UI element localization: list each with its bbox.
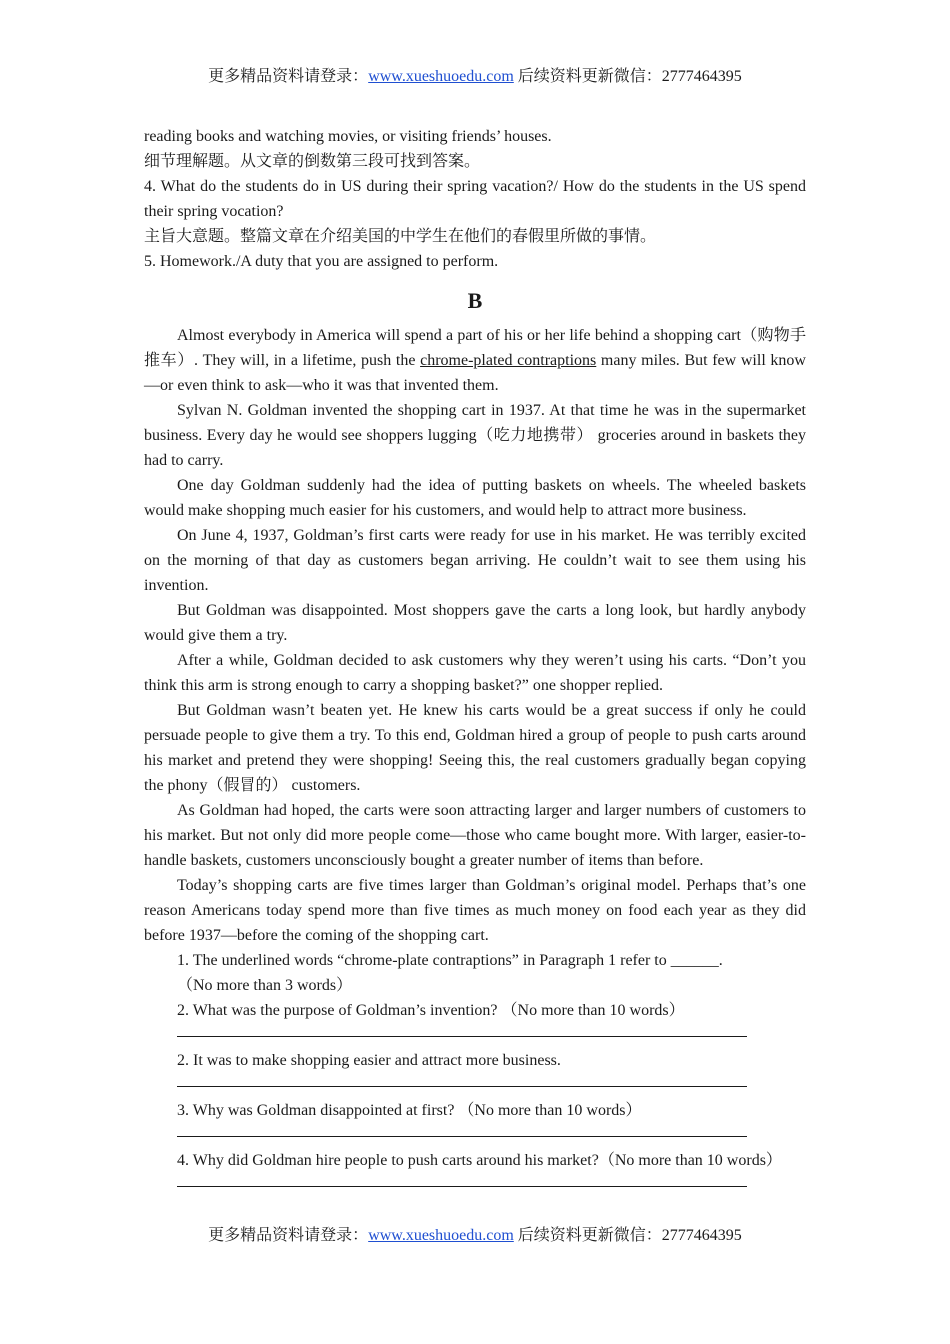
answer-4: 4. What do the students do in US during their spring vacation?/ How do the students in the US spend their spring vocation? [144, 178, 806, 220]
paragraph-6: After a while, Goldman decided to ask customers why they weren’t using his carts. “Don’t you think this arm is strong enough to carry a shopping basket?” one shopper replied. [144, 652, 806, 694]
footer-prefix: 更多精品资料请登录： [208, 1227, 369, 1244]
paragraph-7: But Goldman wasn’t beaten yet. He knew his carts would be a great success if only he could persuade people to give them a try. To this end, Goldman hired a group of people to push carts around his market and pretend they were shopping! Seeing this, the real customers gradually began copying the phony（假冒的） customers. [144, 702, 806, 794]
section-b-title: B [467, 288, 483, 313]
answer-line-2b[interactable] [177, 1073, 747, 1087]
answer-line-2[interactable] [177, 1023, 747, 1037]
answer-line-4[interactable] [177, 1173, 747, 1187]
question-2: 2. What was the purpose of Goldman’s invention? （No more than 10 words） [177, 1002, 685, 1019]
answer-3-continuation: reading books and watching movies, or visiting friends’ houses. [144, 128, 552, 145]
paragraph-1 [144, 323, 806, 398]
paragraph-5: But Goldman was disappointed. Most shoppers gave the carts a long look, but hardly anybody would give them a try. [144, 602, 806, 644]
page-header [0, 66, 950, 88]
question-3: 3. Why was Goldman disappointed at first? （No more than 10 words） [177, 1102, 642, 1119]
header-prefix: 更多精品资料请登录： [208, 68, 369, 85]
document-body [144, 124, 806, 1198]
paragraph-2: Sylvan N. Goldman invented the shopping cart in 1937. At that time he was in the supermarket business. Every day he would see shoppers lugging（吃力地携带） groceries around in baskets they had to carry. [144, 402, 806, 469]
paragraph-8: As Goldman had hoped, the carts were soon attracting larger and larger numbers of customers to his market. But not only did more people come—those who came bought more. With larger, easier-to-handle baskets, customers unconsciously bought a greater number of items than before. [144, 802, 806, 869]
underlined-phrase: chrome-plated contraptions [420, 352, 597, 369]
header-website-link[interactable]: www.xueshuoedu.com [368, 68, 514, 85]
question-2-answer: 2. It was to make shopping easier and attract more business. [177, 1052, 561, 1069]
paragraph-4: On June 4, 1937, Goldman’s first carts were ready for use in his market. He was terribly excited on the morning of that day as customers began arriving. He couldn’t wait to see them using his invention. [144, 527, 806, 594]
footer-website-link[interactable]: www.xueshuoedu.com [368, 1227, 514, 1244]
answer-5: 5. Homework./A duty that you are assigned to perform. [144, 253, 499, 270]
paragraph-3: One day Goldman suddenly had the idea of putting baskets on wheels. The wheeled baskets would make shopping much easier for his customers, and would help to attract more business. [144, 477, 806, 519]
question-4: 4. Why did Goldman hire people to push carts around his market?（No more than 10 words） [177, 1152, 782, 1169]
answer-4-note: 主旨大意题。整篇文章在介绍美国的中学生在他们的春假里所做的事情。 [144, 228, 657, 245]
question-1-limit: （No more than 3 words） [177, 977, 353, 994]
header-suffix: 后续资料更新微信：2777464395 [513, 68, 742, 85]
paragraph-1-after: many miles. But few will know—or even think to ask—who it was that invented them. [144, 352, 806, 394]
footer-suffix: 后续资料更新微信：2777464395 [513, 1227, 742, 1244]
answer-3-note: 细节理解题。从文章的倒数第三段可找到答案。 [144, 153, 481, 170]
page-footer [0, 1225, 950, 1247]
paragraph-1-before: Almost everybody in America will spend a part of his or her life behind a shopping cart（购物手推车）. They will, in a lifetime, push the [144, 327, 806, 369]
answer-line-3[interactable] [177, 1123, 747, 1137]
question-1: 1. The underlined words “chrome-plate contraptions” in Paragraph 1 refer to ______. [177, 952, 723, 969]
paragraph-9: Today’s shopping carts are five times larger than Goldman’s original model. Perhaps that’s one reason Americans today spend more than five times as much money on food each year as they did before 1937—before the coming of the shopping cart. [144, 877, 806, 944]
